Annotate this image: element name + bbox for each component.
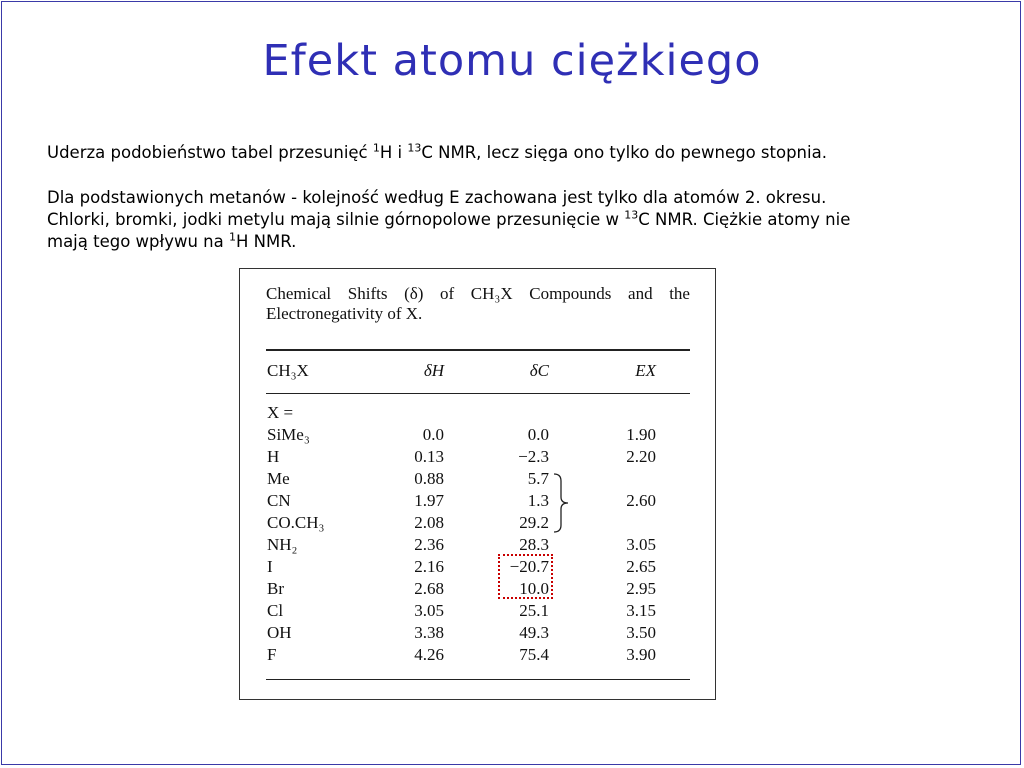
header-delta-c: δC	[529, 361, 549, 380]
caption-word: Compounds	[529, 284, 612, 303]
cell-delta-c: 75.4	[519, 645, 549, 664]
cell-delta-c: 28.3	[519, 535, 549, 554]
cell-delta-c: 25.1	[519, 601, 549, 620]
cell-delta-h: 4.26	[414, 645, 444, 664]
cell-delta-h: 2.36	[414, 535, 444, 554]
cell-delta-c: 10.0	[519, 579, 549, 598]
p2-line-1: Dla podstawionych metanów - kolejność według E zachowana jest tylko dla atomów 2. okresu.	[47, 188, 827, 207]
cell-ex: 2.20	[626, 447, 656, 466]
cell-delta-h: 3.38	[414, 623, 444, 642]
cell-ex: 3.05	[626, 535, 656, 554]
chemical-shifts-table	[240, 269, 715, 699]
table-image-frame	[239, 268, 716, 700]
p2-line-2b: C NMR. Ciężkie atomy nie	[638, 210, 851, 229]
cell-compound: CN	[267, 491, 291, 510]
cell-compound: I	[267, 557, 273, 576]
p1-sup-1: 1	[372, 141, 380, 155]
cell-delta-c: 0.0	[527, 425, 549, 444]
p1-text-c: C NMR, lecz sięga ono tylko do pewnego stopnia.	[421, 143, 827, 162]
cell-ex: 3.15	[626, 601, 656, 620]
cell-delta-h: 0.13	[414, 447, 444, 466]
p2-sup-1: 1	[229, 230, 236, 244]
header-delta-h: δH	[423, 361, 444, 380]
slide-title: Efekt atomu ciężkiego	[262, 36, 762, 86]
cell-delta-c: 5.7	[527, 469, 549, 488]
p2-line-2	[47, 209, 850, 231]
cell-compound: F	[267, 645, 277, 664]
p2-line-3b: H NMR.	[236, 232, 297, 251]
p1-text-b: H i	[379, 143, 408, 162]
cell-compound: NH₂	[267, 535, 298, 554]
cell-delta-c: −2.3	[518, 447, 549, 466]
p1-sup-13: 13	[407, 141, 422, 155]
cell-ex: 3.50	[626, 623, 656, 642]
cell-ex: 2.65	[626, 557, 656, 576]
highlight-box-i-br	[498, 554, 553, 599]
cell-delta-h: 1.97	[414, 491, 444, 510]
cell-compound: CO.CH₃	[267, 513, 325, 532]
cell-delta-c: 29.2	[519, 513, 549, 532]
caption-word: and	[628, 284, 653, 303]
cell-delta-c: 49.3	[519, 623, 549, 642]
cell-delta-h: 2.68	[414, 579, 444, 598]
cell-ex: 1.90	[626, 425, 656, 444]
caption-word: Chemical	[266, 284, 332, 303]
paragraph-2	[47, 187, 850, 253]
cell-delta-c: −20.7	[509, 557, 549, 576]
cell-compound: OH	[267, 623, 292, 642]
header-ex: EX	[635, 361, 656, 380]
paragraph-1	[47, 142, 827, 164]
p1-text-a: Uderza podobieństwo tabel przesunięć	[47, 143, 373, 162]
caption-word: CH₃X	[470, 284, 513, 303]
cell-ex: 2.95	[626, 579, 656, 598]
cell-delta-c: 1.3	[527, 491, 549, 510]
cell-delta-h: 3.05	[414, 601, 444, 620]
table-caption-line-1	[266, 283, 690, 304]
p2-line-3	[47, 231, 850, 253]
cell-delta-h: 0.0	[422, 425, 444, 444]
caption-word: (δ)	[404, 284, 424, 303]
cell-delta-h: 0.88	[414, 469, 444, 488]
cell-compound: Cl	[267, 601, 284, 620]
p2-line-2a: Chlorki, bromki, jodki metylu mają silnie górnopolowe przesunięcie w	[47, 210, 625, 229]
bracket-brace-icon	[552, 473, 570, 533]
cell-delta-h: 2.08	[414, 513, 444, 532]
cell-compound: H	[267, 447, 280, 466]
header-ch3x: CH₃X	[267, 361, 309, 380]
caption-word: Shifts	[347, 284, 388, 303]
p2-line-3a: mają tego wpływu na	[47, 232, 229, 251]
caption-word: the	[669, 284, 690, 303]
cell-ex: 2.60	[626, 491, 656, 510]
table-top-rule	[266, 349, 690, 351]
table-caption-line-2: Electronegativity of X.	[266, 304, 423, 323]
x-equals-label: X =	[267, 403, 294, 422]
p2-sup-13: 13	[624, 208, 639, 222]
cell-compound: SiMe₃	[267, 425, 310, 444]
cell-compound: Me	[267, 469, 290, 488]
table-bottom-rule	[266, 679, 690, 680]
cell-compound: Br	[267, 579, 284, 598]
caption-word: of	[440, 284, 455, 303]
cell-ex: 3.90	[626, 645, 656, 664]
cell-delta-h: 2.16	[414, 557, 444, 576]
table-header-rule	[266, 393, 690, 394]
